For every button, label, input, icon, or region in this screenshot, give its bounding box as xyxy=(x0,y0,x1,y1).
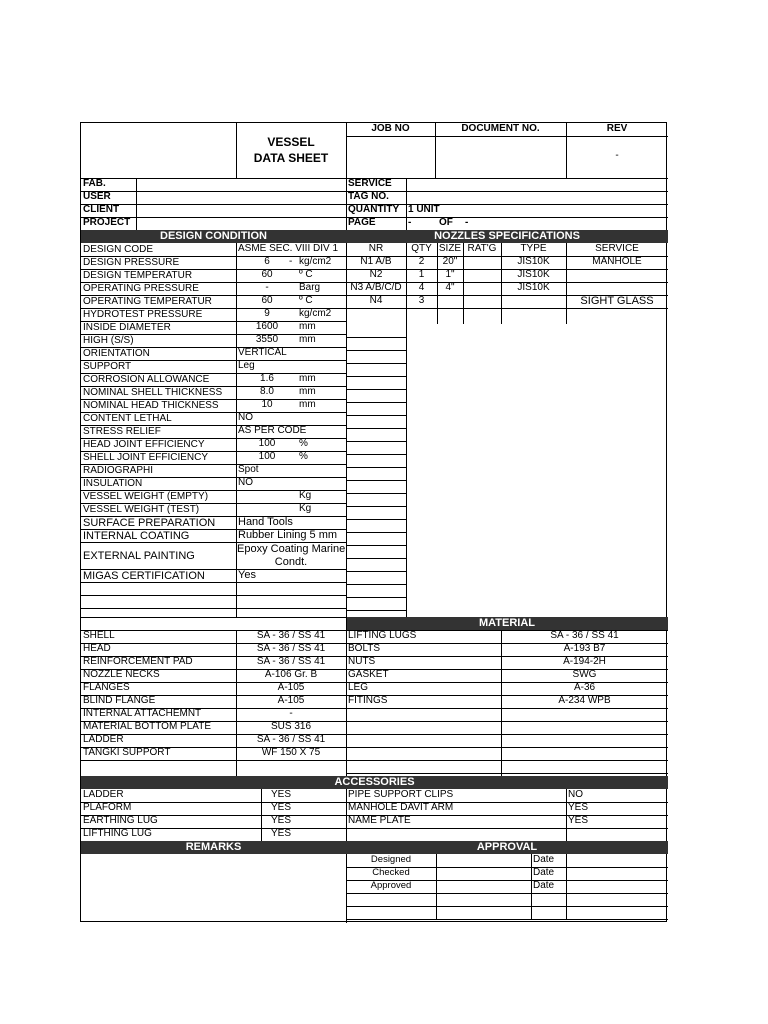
material-value: SA - 36 / SS 41 xyxy=(550,630,619,641)
design-row-value: 8.0 xyxy=(260,386,274,397)
design-row-label: HIGH (S/S) xyxy=(83,334,134,346)
design-row-label: SURFACE PREPARATION xyxy=(83,516,216,529)
material-label: TANGKI SUPPORT xyxy=(83,747,171,758)
design-row-value-2: Condt. xyxy=(274,556,308,568)
design-row-value: 100 xyxy=(258,451,276,462)
approval-bar: APPROVAL xyxy=(346,841,668,854)
design-row-value: Epoxy Coating Marine xyxy=(237,543,345,555)
accessory-value: YES xyxy=(271,789,292,800)
rev-label: REV xyxy=(606,123,628,134)
design-row-dash: - xyxy=(289,256,293,267)
info-label: TAG NO. xyxy=(348,191,389,202)
nozzle-cell: 2 xyxy=(418,256,425,267)
design-row-unit: kg/cm2 xyxy=(299,256,332,267)
design-row-value: Hand Tools xyxy=(238,516,293,528)
material-label: LIFTING LUGS xyxy=(348,630,417,641)
material-label: BLIND FLANGE xyxy=(83,695,156,706)
nozzle-cell: 3 xyxy=(418,295,425,306)
accessory-label: LIFTHING LUG xyxy=(83,828,152,839)
design-row-unit: mm xyxy=(299,321,316,332)
info-label: SERVICE xyxy=(348,178,392,189)
design-row-label: STRESS RELIEF xyxy=(83,425,161,437)
material-label: HEAD xyxy=(83,643,111,654)
design-row-label: OPERATING PRESSURE xyxy=(83,282,199,294)
approval-date-label: Date xyxy=(533,867,555,878)
accessory-value: YES xyxy=(568,802,589,813)
material-label: FLANGES xyxy=(83,682,130,693)
accessory-label: PIPE SUPPORT CLIPS xyxy=(348,789,454,800)
job-no-label: JOB NO xyxy=(371,123,410,134)
design-row-unit: kg/cm2 xyxy=(299,308,332,319)
design-row-label: VESSEL WEIGHT (TEST) xyxy=(83,503,200,515)
nozzle-header: NR xyxy=(368,243,384,254)
design-row-value: 60 xyxy=(261,295,273,306)
material-label: GASKET xyxy=(348,669,389,680)
design-row-label: ORIENTATION xyxy=(83,347,150,359)
design-row-label: CORROSION ALLOWANCE xyxy=(83,373,210,385)
material-value: SA - 36 / SS 41 xyxy=(256,643,326,654)
design-row-unit: º C xyxy=(299,295,313,306)
material-value: SA - 36 / SS 41 xyxy=(256,734,326,745)
rev-value: - xyxy=(615,150,619,161)
nozzle-cell: JIS10K xyxy=(517,269,550,280)
info-label: CLIENT xyxy=(83,204,120,215)
accessory-value: YES xyxy=(271,815,292,826)
approval-date-label: Date xyxy=(533,854,555,865)
design-row-value: 1600 xyxy=(255,321,279,332)
design-row-value: 10 xyxy=(261,399,273,410)
design-row-label: MIGAS CERTIFICATION xyxy=(83,569,205,582)
design-row-label: RADIOGRAPHI xyxy=(83,464,154,476)
material-value: A-234 WPB xyxy=(558,695,611,706)
design-row-unit: % xyxy=(299,451,308,462)
title-line-2: DATA SHEET xyxy=(253,151,329,165)
material-value: A-106 Gr. B xyxy=(264,669,318,680)
material-label: BOLTS xyxy=(348,643,381,654)
nozzle-cell: N3 A/B/C/D xyxy=(350,282,402,293)
design-row-label: NOMINAL SHELL THICKNESS xyxy=(83,386,223,398)
design-row-label: SUPPORT xyxy=(83,360,132,372)
material-value: SWG xyxy=(572,669,597,680)
design-row-value: 1.6 xyxy=(260,373,274,384)
info-label: PROJECT xyxy=(83,217,131,228)
design-row-label: VESSEL WEIGHT (EMPTY) xyxy=(83,490,209,502)
nozzle-cell: JIS10K xyxy=(517,282,550,293)
design-row-unit: Barg xyxy=(299,282,321,293)
design-row-unit: % xyxy=(299,438,308,449)
approval-role: Checked xyxy=(372,867,410,878)
design-row-value: AS PER CODE xyxy=(238,425,307,436)
design-row-label: HEAD JOINT EFFICIENCY xyxy=(83,438,205,450)
design-condition-bar: DESIGN CONDITION xyxy=(81,230,346,243)
design-row-unit: mm xyxy=(299,386,316,397)
info-label: PAGE xyxy=(348,217,376,228)
accessory-value: YES xyxy=(568,815,589,826)
material-label: NUTS xyxy=(348,656,376,667)
nozzle-cell: N2 xyxy=(369,269,383,280)
design-row-label: INSIDE DIAMETER xyxy=(83,321,171,333)
nozzle-cell: MANHOLE xyxy=(592,256,642,267)
page-of-label: OF xyxy=(439,217,453,228)
accessory-label: EARTHING LUG xyxy=(83,815,158,826)
design-row-value: VERTICAL xyxy=(238,347,287,358)
material-value: SA - 36 / SS 41 xyxy=(256,630,326,641)
material-label: NOZZLE NECKS xyxy=(83,669,160,680)
material-label: FITINGS xyxy=(348,695,388,706)
design-row-value: 100 xyxy=(258,438,276,449)
design-row-unit: Kg xyxy=(299,490,312,501)
nozzle-cell: 1 xyxy=(418,269,425,280)
nozzles-bar: NOZZLES SPECIFICATIONS xyxy=(346,230,668,243)
design-row-value: Leg xyxy=(238,360,255,371)
info-value: - xyxy=(408,217,412,228)
material-value: - xyxy=(289,708,293,719)
nozzle-cell: 20" xyxy=(442,256,458,267)
info-label: USER xyxy=(83,191,111,202)
design-row-value: NO xyxy=(238,412,253,423)
approval-role: Designed xyxy=(370,854,412,865)
nozzle-cell: 1" xyxy=(445,269,455,280)
material-label: SHELL xyxy=(83,630,115,641)
accessory-label: PLAFORM xyxy=(83,802,132,813)
approval-role: Approved xyxy=(370,880,412,891)
nozzle-cell: SIGHT GLASS xyxy=(580,295,654,307)
design-row-unit: Kg xyxy=(299,503,312,514)
design-row-value: 60 xyxy=(261,269,273,280)
material-value: A-194-2H xyxy=(563,656,606,667)
remarks-bar: REMARKS xyxy=(81,841,346,854)
vessel-data-sheet xyxy=(80,122,667,922)
material-label: LEG xyxy=(348,682,369,693)
info-label: FAB. xyxy=(83,178,106,189)
design-row-label: NOMINAL HEAD THICKNESS xyxy=(83,399,219,411)
accessory-value: YES xyxy=(271,828,292,839)
material-label: LADDER xyxy=(83,734,124,745)
material-value: A-105 xyxy=(277,682,305,693)
accessory-value: NO xyxy=(568,789,583,800)
nozzle-header: TYPE xyxy=(520,243,547,254)
design-row-value: Spot xyxy=(238,464,259,475)
design-row-unit: mm xyxy=(299,334,316,345)
info-label: QUANTITY xyxy=(348,204,400,215)
design-row-label: DESIGN PRESSURE xyxy=(83,256,180,268)
title-line-1: VESSEL xyxy=(267,135,315,149)
material-value: WF 150 X 75 xyxy=(261,747,321,758)
nozzle-cell: N1 A/B xyxy=(360,256,392,267)
nozzle-header: SERVICE xyxy=(595,243,639,254)
design-row-value: 6 xyxy=(264,256,270,267)
material-value: A-193 B7 xyxy=(563,643,606,654)
page-of-value: - xyxy=(465,217,469,228)
design-row-value: Rubber Lining 5 mm xyxy=(238,529,338,541)
design-row-value: ASME SEC. VIII DIV 1 xyxy=(238,243,339,254)
design-row-value: NO xyxy=(238,477,253,488)
material-label: REINFORCEMENT PAD xyxy=(83,656,193,667)
accessory-label: MANHOLE DAVIT ARM xyxy=(348,802,454,813)
design-row-label: INSULATION xyxy=(83,477,143,489)
nozzle-cell: 4 xyxy=(418,282,425,293)
accessory-value: YES xyxy=(271,802,292,813)
design-row-value: - xyxy=(265,282,269,293)
accessories-bar: ACCESSORIES xyxy=(81,776,668,789)
nozzle-header: QTY xyxy=(411,243,432,254)
document-no-label: DOCUMENT NO. xyxy=(461,123,540,134)
accessory-label: NAME PLATE xyxy=(348,815,411,826)
design-row-label: EXTERNAL PAINTING xyxy=(83,549,195,562)
design-row-label: SHELL JOINT EFFICIENCY xyxy=(83,451,209,463)
approval-date-label: Date xyxy=(533,880,555,891)
info-value: 1 UNIT xyxy=(408,204,440,215)
design-row-unit: mm xyxy=(299,399,316,410)
design-row-label: DESIGN TEMPERATUR xyxy=(83,269,193,281)
design-row-value: 3550 xyxy=(255,334,279,345)
design-row-unit: º C xyxy=(299,269,313,280)
design-row-label: INTERNAL COATING xyxy=(83,529,190,542)
material-value: A-105 xyxy=(277,695,305,706)
material-label: MATERIAL BOTTOM PLATE xyxy=(83,721,211,732)
material-value: SA - 36 / SS 41 xyxy=(256,656,326,667)
material-value: A-36 xyxy=(573,682,596,693)
accessory-label: LADDER xyxy=(83,789,124,800)
nozzle-header: SIZE xyxy=(438,243,462,254)
material-label: INTERNAL ATTACHEMNT xyxy=(83,708,202,719)
design-row-value: Yes xyxy=(238,569,256,581)
material-bar: MATERIAL xyxy=(346,617,668,630)
design-row-label: DESIGN CODE xyxy=(83,243,154,255)
design-row-label: CONTENT LETHAL xyxy=(83,412,172,424)
design-row-value: 9 xyxy=(264,308,270,319)
nozzle-cell: JIS10K xyxy=(517,256,550,267)
design-row-label: HYDROTEST PRESSURE xyxy=(83,308,203,320)
design-row-unit: mm xyxy=(299,373,316,384)
nozzle-cell: N4 xyxy=(369,295,383,306)
design-row-label: OPERATING TEMPERATUR xyxy=(83,295,212,307)
nozzle-cell: 4" xyxy=(445,282,455,293)
nozzle-header: RAT'G xyxy=(467,243,497,254)
material-value: SUS 316 xyxy=(270,721,312,732)
